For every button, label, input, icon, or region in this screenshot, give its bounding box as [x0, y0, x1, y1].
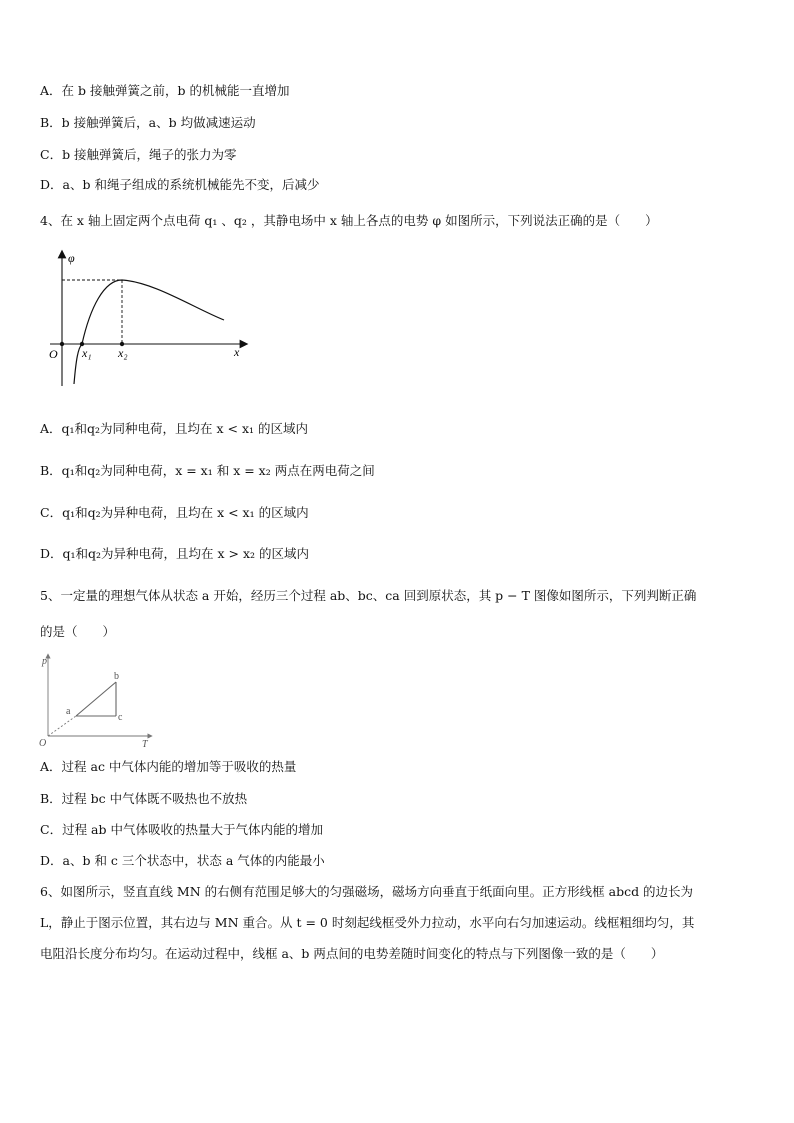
t-label: T — [142, 739, 148, 750]
point-b-label: b — [114, 671, 119, 682]
x2-label: x₂ — [118, 346, 128, 360]
q5-stem-line2: 的是（ ） — [40, 624, 116, 639]
x-axis-label: x — [234, 345, 240, 359]
q5-option-b: B．过程 bc 中气体既不吸热也不放热 — [40, 791, 248, 806]
q5-option-c: C．过程 ab 中气体吸收的热量大于气体内能的增加 — [40, 822, 323, 837]
q6-stem-line2: L，静止于图示位置，其右边与 MN 重合。从 t = 0 时刻起线框受外力拉动，水平向右匀加速运动。线框粗细均匀，其 — [40, 915, 695, 930]
x1-label: x₁ — [82, 346, 92, 360]
origin-label: O — [39, 738, 47, 749]
q5-option-a: A．过程 ac 中气体内能的增加等于吸收的热量 — [40, 759, 297, 774]
q5-option-d: D．a、b 和 c 三个状态中，状态 a 气体的内能最小 — [40, 853, 325, 868]
q5-stem-line1: 5、一定量的理想气体从状态 a 开始，经历三个过程 ab、bc、ca 回到原状态，其 p − T 图像如图所示，下列判断正确 — [40, 588, 697, 603]
q5-pt-graph — [38, 650, 158, 750]
potential-curve — [74, 280, 224, 384]
q6-stem-line1: 6、如图所示，竖直直线 MN 的右侧有范围足够大的匀强磁场，磁场方向垂直于纸面向里。正方形线框 abcd 的边长为 — [40, 884, 694, 899]
y-axis-label: φ — [68, 251, 75, 265]
p-label: p — [42, 656, 47, 667]
origin-label: O — [49, 347, 58, 361]
point-c-label: c — [118, 712, 123, 723]
q4-potential-graph — [44, 248, 254, 390]
point-a-label: a — [66, 706, 71, 717]
extension-to-origin — [48, 716, 76, 736]
q4-option-c: C．q₁和q₂为异种电荷，且均在 x < x₁ 的区域内 — [40, 505, 309, 520]
line-ab — [76, 682, 116, 716]
origin-dot — [60, 342, 64, 346]
q6-stem-line3: 电阻沿长度分布均匀。在运动过程中，线框 a、b 两点间的电势差随时间变化的特点与下列图像一致的是（ ） — [40, 946, 664, 961]
q3-option-b: B．b 接触弹簧后，a、b 均做减速运动 — [40, 115, 256, 130]
q4-option-d: D．q₁和q₂为异种电荷，且均在 x > x₂ 的区域内 — [40, 546, 310, 561]
q4-option-b: B．q₁和q₂为同种电荷，x = x₁ 和 x = x₂ 两点在两电荷之间 — [40, 463, 375, 478]
q4-stem: 4、在 x 轴上固定两个点电荷 q₁ 、q₂ ，其静电场中 x 轴上各点的电势 φ 如图所示，下列说法正确的是（ ） — [40, 213, 658, 228]
q3-option-c: C．b 接触弹簧后，绳子的张力为零 — [40, 147, 237, 162]
q3-option-d: D．a、b 和绳子组成的系统机械能先不变，后减少 — [40, 177, 320, 192]
q4-option-a: A．q₁和q₂为同种电荷，且均在 x < x₁ 的区域内 — [40, 421, 309, 436]
q3-option-a: A．在 b 接触弹簧之前，b 的机械能一直增加 — [40, 83, 290, 98]
